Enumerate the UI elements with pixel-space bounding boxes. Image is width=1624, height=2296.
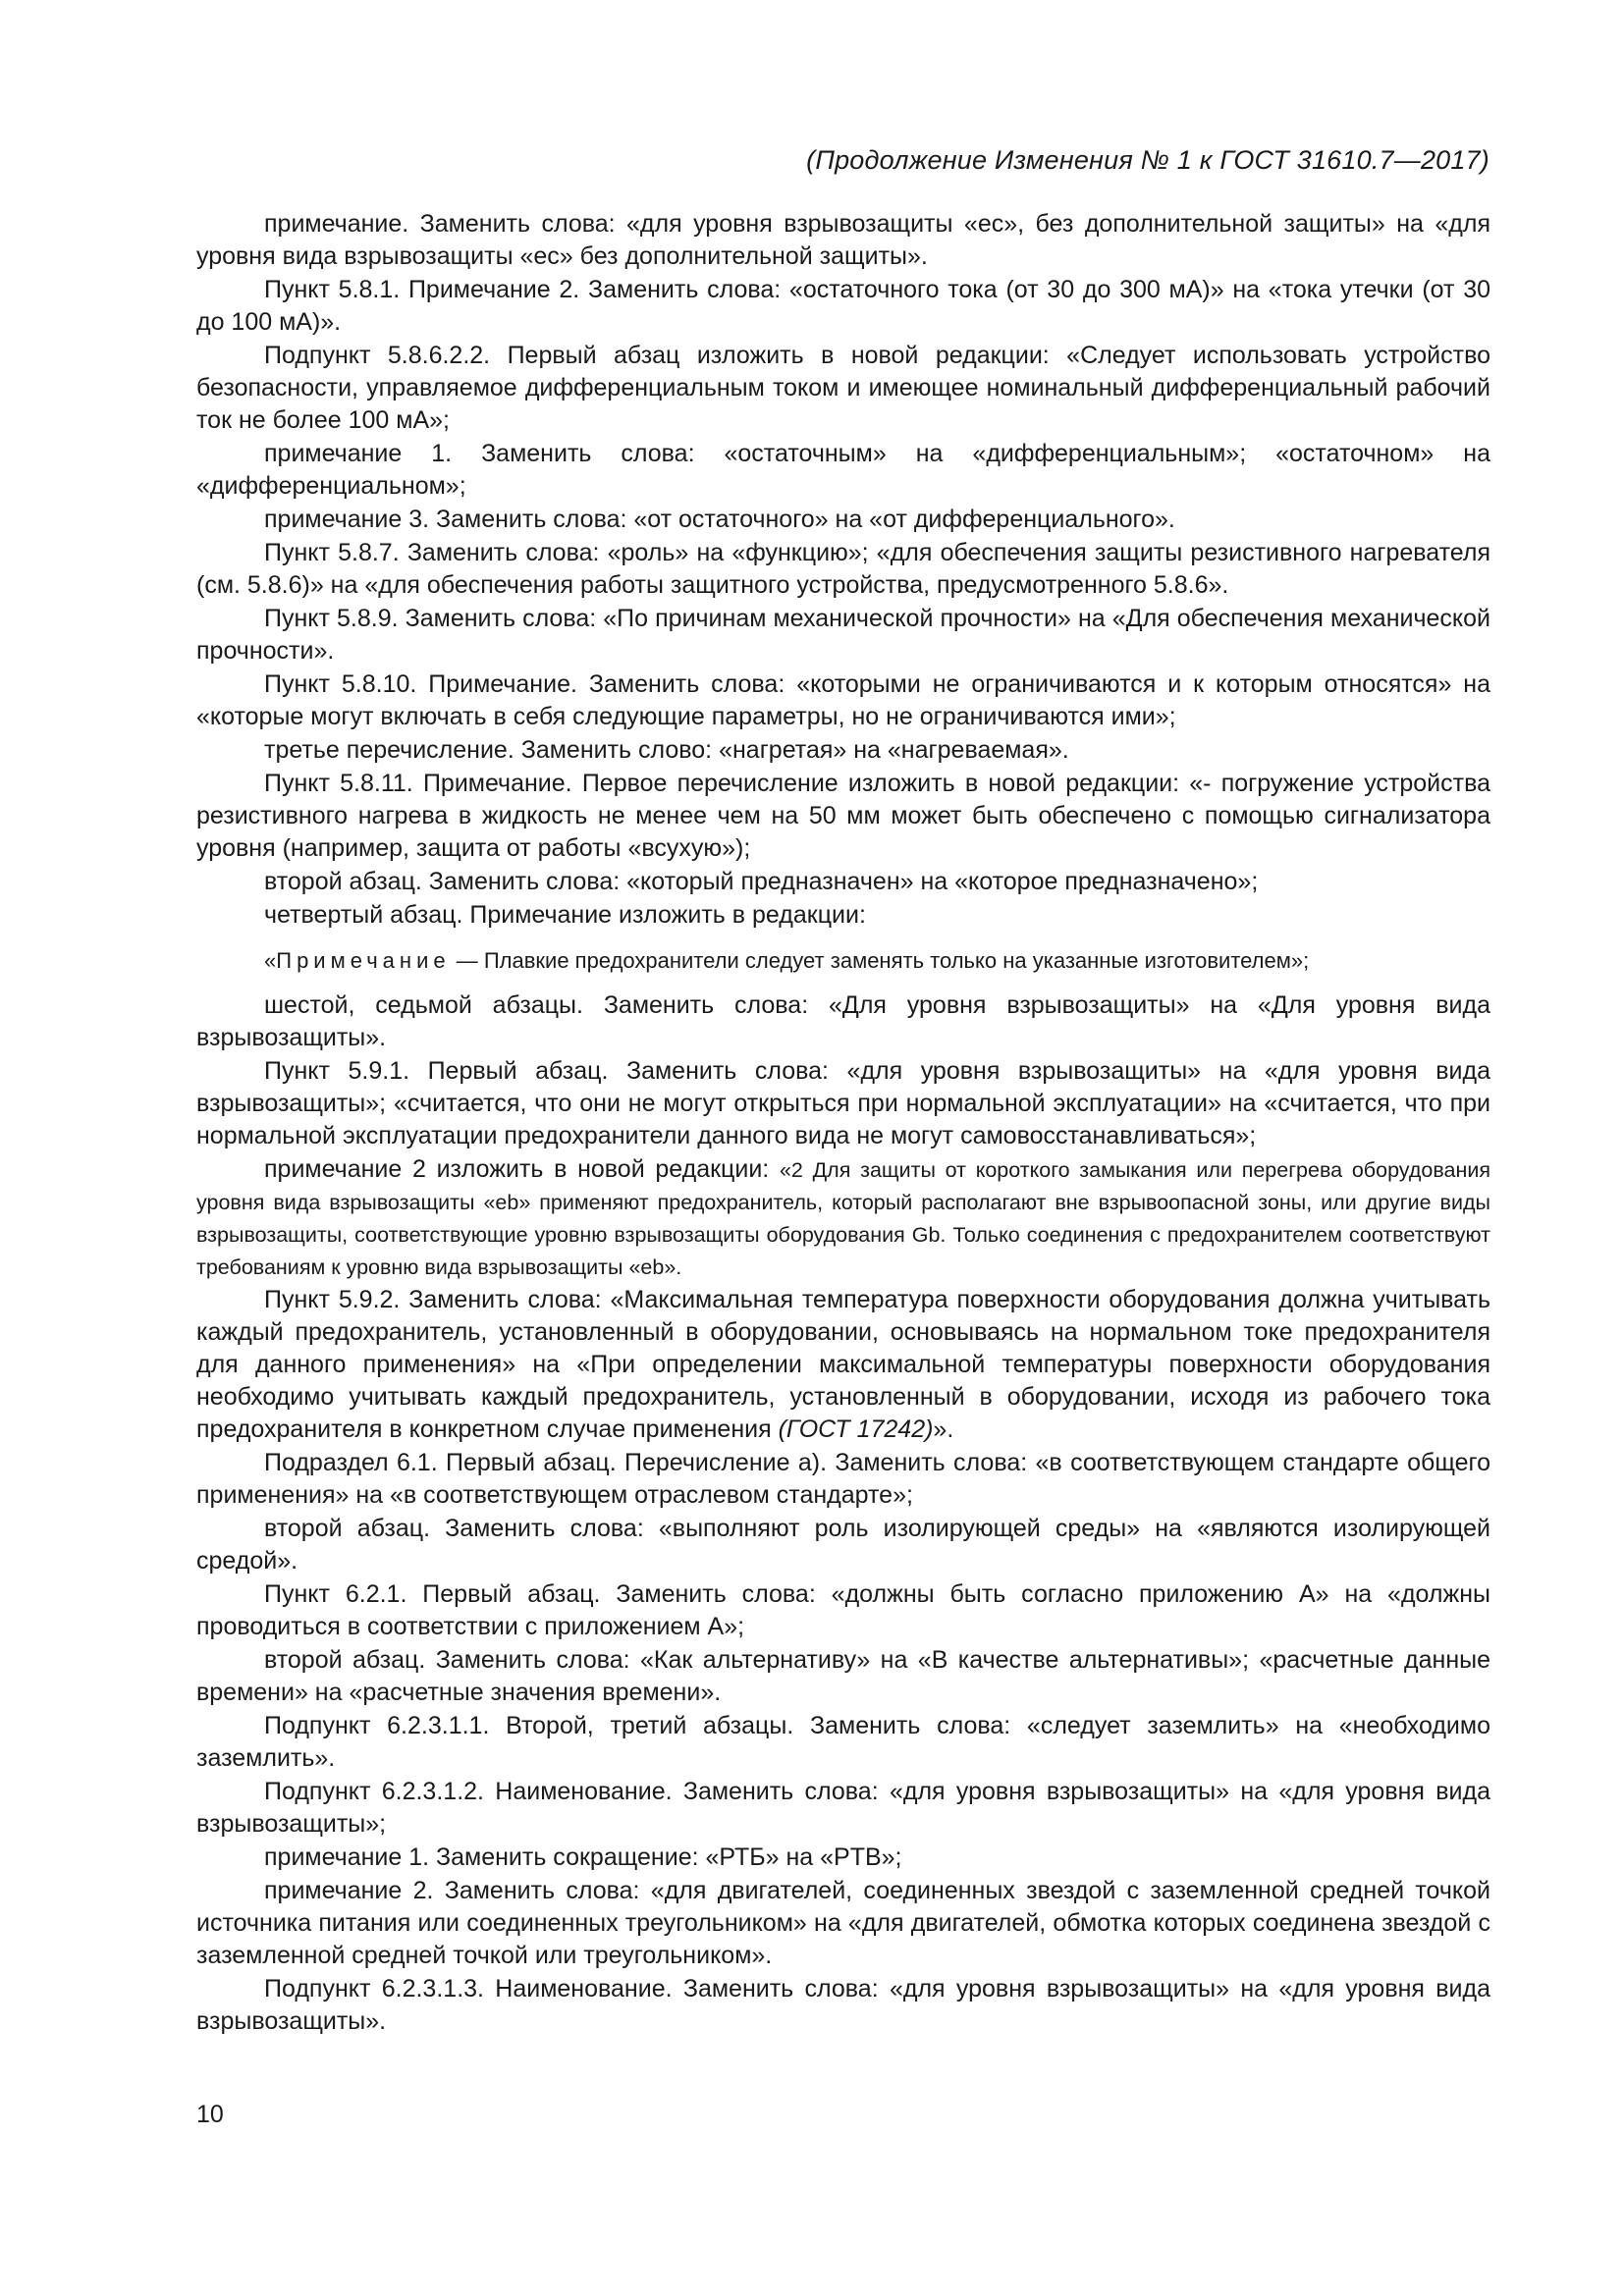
note-dash: — [450,948,484,973]
paragraph: Пункт 5.8.7. Заменить слова: «роль» на «функцию»; «для обеспечения защиты резистивного нагревателя (см. 5.8.6)» на «для обеспечения работы защитного устройства, предусмотренного 5.8.6». [196,539,1490,599]
p592-text: Пункт 5.9.2. Заменить слова: «Максимальная температура поверхности оборудования должна учитывать каждый предохранитель, установленный в оборудовании, основываясь на нормальном токе предохранителя для данного применения» на «При определении максимальной температуры поверхности оборудования необходимо учитывать каждый предохранитель, установленный в оборудовании, исходя из рабочего тока предохранителя в конкретном случае применения [196,1286,1490,1443]
paragraph: Пункт 5.8.10. Примечание. Заменить слова: «которыми не ограничиваются и к которым относятся» на «которые могут включать в себя следующие параметры, но не ограничиваются ими»; [196,670,1490,730]
paragraph: Пункт 5.8.11. Примечание. Первое перечисление изложить в новой редакции: «- погружение устройства резистивного нагрева в жидкость не менее чем на 50 мм может быть обеспечено с помощью сигнализатора уровня (например, защита от работы «всухую»); [196,770,1490,862]
page-number: 10 [196,2101,224,2128]
note2-lead: примечание 2 изложить в новой редакции: [264,1155,780,1183]
document-body [196,208,1490,2039]
running-title: (Продолжение Изменения № 1 к ГОСТ 31610.7—2017) [806,145,1489,175]
note-text: Плавкие предохранители следует заменять только на указанные изготовителем»; [483,948,1310,973]
paragraph: второй абзац. Заменить слова: «выполняют роль изолирующей среды» на «являются изолирующей средой». [196,1515,1490,1575]
p592-tail: ». [933,1415,954,1443]
paragraph-note-2 [196,1153,1490,1283]
paragraph: третье перечисление. Заменить слово: «нагретая» на «нагреваемая». [264,736,1069,764]
paragraph: Подпункт 6.2.3.1.3. Наименование. Заменить слова: «для уровня взрывозащиты» на «для уровня вида взрывозащиты». [196,1975,1490,2035]
paragraph: примечание 3. Заменить слова: «от остаточного» на «от дифференциального». [264,506,1175,533]
p592-ref: (ГОСТ 17242) [778,1415,934,1443]
paragraph: шестой, седьмой абзацы. Заменить слова: «Для уровня взрывозащиты» на «Для уровня вида взрывозащиты». [196,991,1490,1051]
paragraph: примечание 1. Заменить слова: «остаточным» на «дифференциальным»; «остаточном» на «дифференциальном»; [196,440,1490,500]
paragraph-5-9-2 [196,1284,1490,1446]
note-open-quote: « [264,948,277,973]
paragraph: Пункт 5.8.1. Примечание 2. Заменить слова: «остаточного тока (от 30 до 300 мА)» на «тока утечки (от 30 до 100 мА)». [196,276,1490,336]
note-label: Примечание [276,948,451,973]
paragraph: четвертый абзац. Примечание изложить в редакции: [264,901,866,929]
paragraph: Подпункт 6.2.3.1.2. Наименование. Заменить слова: «для уровня взрывозащиты» на «для уровня вида взрывозащиты»; [196,1778,1490,1838]
paragraph: второй абзац. Заменить слова: «Как альтернативу» на «В качестве альтернативы»; «расчетные данные времени» на «расчетные значения времени». [196,1646,1490,1706]
paragraph: Подпункт 5.8.6.2.2. Первый абзац изложить в новой редакции: «Следует использовать устройство безопасности, управляемое дифференциальным током и имеющее номинальный дифференциальный рабочий ток не более 100 мА»; [196,342,1490,434]
note2-text: «2 Для защиты от короткого замыкания или перегрева оборудования уровня вида взрывозащиты «eb» применяют предохранитель, который располагают вне взрывоопасной зоны, или другие виды взрывозащиты, соответствующие уровню взрывозащиты оборудования Gb. Только соединения с предохранителем соответствуют требованиям к уровню вида взрывозащиты «eb». [196,1158,1490,1279]
paragraph: примечание. Заменить слова: «для уровня взрывозащиты «ес», без дополнительной защиты» на «для уровня вида взрывозащиты «ес» без дополнительной защиты». [196,210,1490,270]
paragraph: примечание 2. Заменить слова: «для двигателей, соединенных звездой с заземленной средней точкой источника питания или соединенных треугольником» на «для двигателей, обмотка которых соединена звездой с заземленной средней точкой или треугольником». [196,1877,1490,1969]
paragraph: Подпункт 6.2.3.1.1. Второй, третий абзацы. Заменить слова: «следует заземлить» на «необходимо заземлить». [196,1712,1490,1772]
paragraph: второй абзац. Заменить слова: «который предназначен» на «которое предназначено»; [264,868,1259,895]
paragraph: Пункт 5.8.9. Заменить слова: «По причинам механической прочности» на «Для обеспечения механической прочности». [196,605,1490,665]
paragraph: примечание 1. Заменить сокращение: «РТБ» на «PTB»; [264,1843,902,1871]
paragraph: Пункт 6.2.1. Первый абзац. Заменить слова: «должны быть согласно приложению А» на «должны проводиться в соответствии с приложением А»; [196,1580,1490,1640]
paragraph: Пункт 5.9.1. Первый абзац. Заменить слова: «для уровня взрывозащиты» на «для уровня вида взрывозащиты»; «считается, что они не могут открыться при нормальной эксплуатации» на «считается, что при нормальной эксплуатации предохранители данного вида не могут самовосстанавливаться»; [196,1057,1490,1149]
paragraph: Подраздел 6.1. Первый абзац. Перечисление а). Заменить слова: «в соответствующем стандарте общего применения» на «в соответствующем отраслевом стандарте»; [196,1449,1490,1509]
note-line [196,945,1490,976]
